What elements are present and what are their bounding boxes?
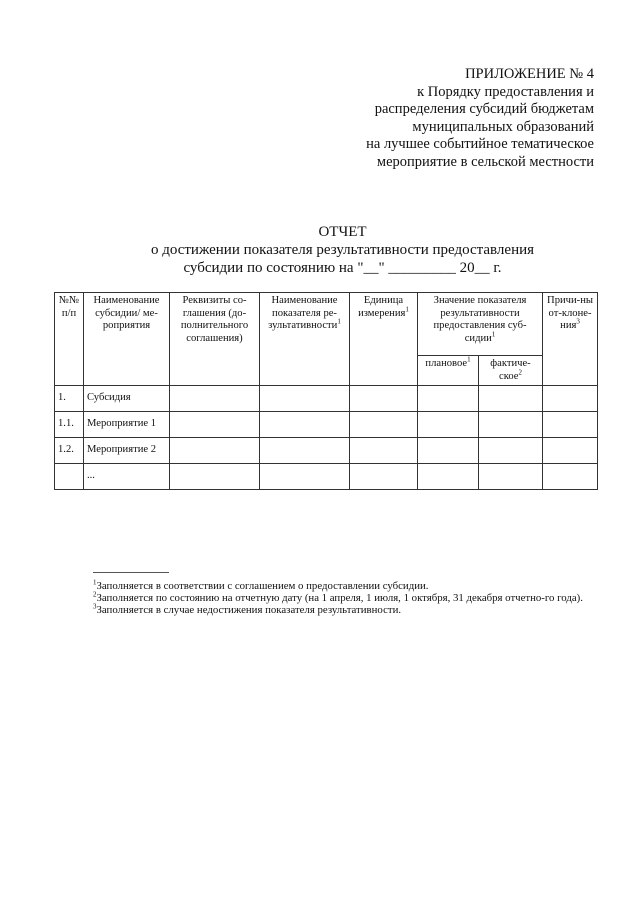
empty-cell	[260, 386, 350, 412]
empty-cell	[170, 464, 260, 490]
footnote-divider	[93, 572, 169, 573]
empty-cell	[350, 464, 418, 490]
report-subtitle-line: о достижении показателя результативности предоставления	[150, 242, 535, 258]
header-indicator: Наименование показателя ре-зультативности$^1$	[260, 293, 350, 386]
empty-cell	[543, 438, 598, 464]
empty-cell	[170, 438, 260, 464]
appendix-line: муниципальных образований	[412, 118, 594, 135]
empty-cell	[418, 464, 479, 490]
table-header-row	[55, 293, 598, 356]
appendix-line: мероприятие в сельской местности	[376, 153, 594, 170]
header-reasons: Причи-ны от-клоне-ния$^3$	[543, 293, 598, 386]
empty-cell	[479, 464, 543, 490]
appendix-line: ПРИЛОЖЕНИЕ № 4	[465, 66, 594, 82]
header-planned: плановое$^1$	[418, 356, 479, 386]
empty-cell	[543, 386, 598, 412]
report-table	[54, 292, 598, 490]
empty-cell	[350, 438, 418, 464]
row-num: 1.	[55, 386, 84, 412]
footnotes	[93, 580, 599, 616]
row-num: 1.2.	[55, 438, 84, 464]
empty-cell	[260, 412, 350, 438]
row-num	[55, 464, 84, 490]
empty-cell	[418, 438, 479, 464]
empty-cell	[479, 386, 543, 412]
appendix-line: к Порядку предоставления и	[417, 83, 594, 100]
table-row	[55, 412, 598, 438]
header-unit: Единица измерения$^1$	[350, 293, 418, 386]
empty-cell	[350, 412, 418, 438]
empty-cell	[260, 438, 350, 464]
footnote: $^2$Заполняется по состоянию на отчетную дату (на 1 апреля, 1 июля, 1 октября, 31 декабря отчетно-го года).	[93, 590, 583, 604]
footnote: $^3$Заполняется в случае недостижения показателя результативности.	[93, 602, 402, 616]
row-name: Мероприятие 2	[84, 438, 170, 464]
empty-cell	[170, 386, 260, 412]
row-num: 1.1.	[55, 412, 84, 438]
header-details: Реквизиты со-глашения (до-полнительного соглашения)	[170, 293, 260, 386]
row-name: Мероприятие 1	[84, 412, 170, 438]
empty-cell	[479, 412, 543, 438]
empty-cell	[543, 464, 598, 490]
appendix-header	[366, 66, 594, 171]
empty-cell	[543, 412, 598, 438]
table-row	[55, 386, 598, 412]
report-title: ОТЧЕТ	[318, 224, 367, 240]
table-row	[55, 438, 598, 464]
empty-cell	[418, 386, 479, 412]
report-subtitle-line: субсидии по состоянию на "__" _________ 20__ г.	[183, 260, 502, 276]
empty-cell	[350, 386, 418, 412]
header-value: Значение показателя результативности предоставления суб-сидии$^1$	[418, 293, 543, 356]
empty-cell	[418, 412, 479, 438]
row-name: ...	[84, 464, 170, 490]
header-actual: фактиче-ское$^2$	[479, 356, 543, 386]
table-row	[55, 464, 598, 490]
appendix-line: распределения субсидий бюджетам	[374, 101, 594, 117]
empty-cell	[479, 438, 543, 464]
empty-cell	[170, 412, 260, 438]
empty-cell	[260, 464, 350, 490]
header-num: №№ п/п	[55, 293, 84, 386]
appendix-line: на лучшее событийное тематическое	[366, 136, 594, 152]
header-name: Наименование субсидии/ ме-роприятия	[84, 293, 170, 386]
report-heading	[0, 223, 640, 277]
footnote: $^1$Заполняется в соответствии с соглашением о предоставлении субсидии.	[93, 578, 429, 592]
row-name: Субсидия	[84, 386, 170, 412]
